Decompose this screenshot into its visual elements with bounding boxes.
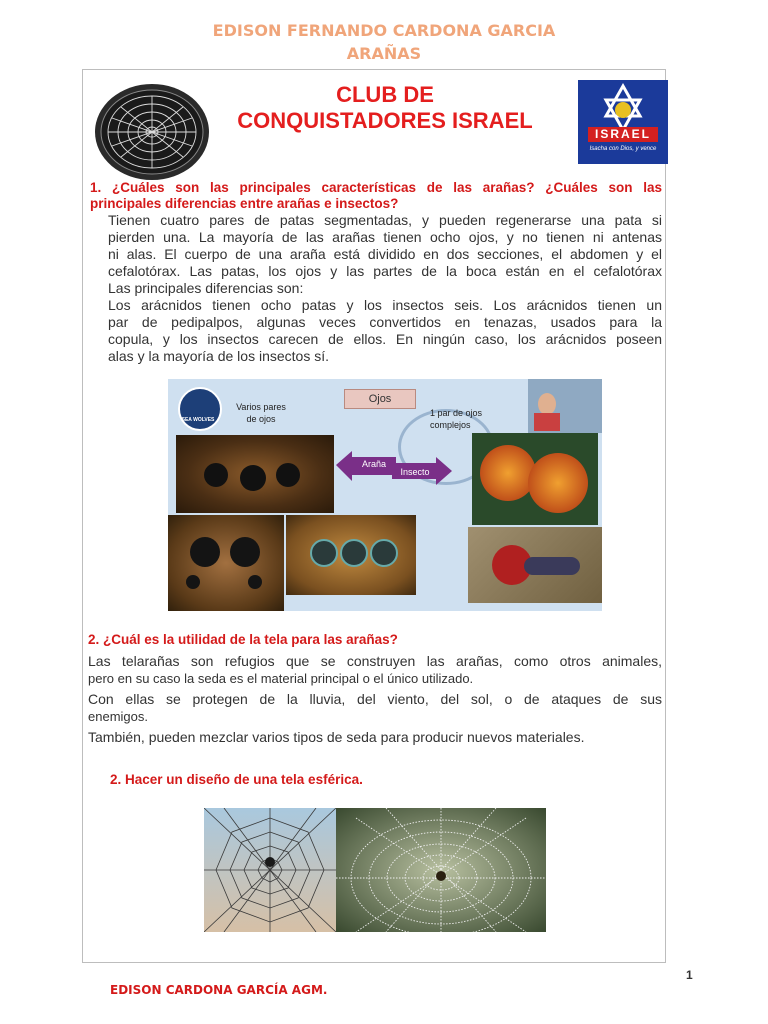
right-caption xyxy=(430,407,520,431)
answer-2-paragraph-1 xyxy=(88,653,662,687)
page-number: 1 xyxy=(686,968,693,982)
club-title xyxy=(200,82,570,134)
question-3: 2. Hacer un diseño de una tela esférica. xyxy=(110,772,363,787)
answer-1-line: Las principales diferencias son: xyxy=(108,280,304,296)
spider-eyes-photo xyxy=(176,435,334,513)
right-caption-line2: complejos xyxy=(430,420,471,430)
answer-2-line: enemigos. xyxy=(88,709,148,724)
answer-1-line: copula, y los insectos carecen de ellos. En ningún caso, los arácnidos poseen xyxy=(108,331,662,347)
spider-webs-photos xyxy=(204,808,546,932)
left-caption-line1: Varios pares xyxy=(236,402,286,412)
israel-logo-motto: Isacha con Dios, y vence xyxy=(589,146,657,152)
question-1-line2: principales diferencias entre arañas e insectos? xyxy=(90,196,399,211)
arrow-spider-label: Araña xyxy=(361,459,387,469)
right-caption-line1: 1 par de ojos xyxy=(430,408,483,418)
answer-2-paragraph-3: También, pueden mezclar varios tipos de seda para producir nuevos materiales. xyxy=(88,729,585,745)
arrow-insect-label: Insecto xyxy=(400,467,430,477)
question-2: 2. ¿Cuál es la utilidad de la tela para las arañas? xyxy=(88,632,398,647)
answer-2-line: pero en su caso la seda es el material principal o el único utilizado. xyxy=(88,671,474,686)
footer-author: EDISON CARDONA GARCÍA AGM. xyxy=(110,983,328,997)
answer-1-line: par de pedipalpos, algunas veces convertidos en tenazas, usados para la xyxy=(108,314,662,330)
eyes-comparison-figure xyxy=(168,379,602,611)
fly-photo xyxy=(468,527,602,603)
document-author-header: EDISON FERNANDO CARDONA GARCIA xyxy=(212,21,556,40)
sea-wolves-badge-icon xyxy=(178,387,222,431)
answer-2-line: Con ellas se protegen de la lluvia, del viento, del sol, o de ataques de sus xyxy=(88,691,662,707)
spider-web-photo-left xyxy=(204,808,336,932)
spider-face-photo xyxy=(168,515,284,611)
israel-logo-text: ISRAEL xyxy=(594,127,651,141)
video-inset xyxy=(528,379,602,433)
spider-web-logo xyxy=(92,81,212,183)
question-1 xyxy=(90,180,662,212)
answer-1-line: ni alas. El cuerpo de una araña está dividido en dos secciones, el abdomen y el xyxy=(108,246,662,262)
answer-1-line: Los arácnidos tienen ocho patas y los insectos seis. Los arácnidos tienen un xyxy=(108,297,662,313)
answer-2-paragraph-2 xyxy=(88,691,662,725)
answer-1-line: pierden una. La mayoría de las arañas tienen ocho ojos, y no tienen ni antenas xyxy=(108,229,662,245)
answer-1-line: cefalotórax. Las patas, los ojos y las partes de la boca están en el cefalotórax xyxy=(108,263,662,279)
answer-1-line: Tienen cuatro pares de patas segmentadas, y pueden regenerarse una pata si xyxy=(108,212,662,228)
club-title-line2: CONQUISTADORES ISRAEL xyxy=(237,108,533,133)
answer-2-line: Las telarañas son refugios que se construyen las arañas, como otros animales, xyxy=(88,653,662,669)
presenter-shirt xyxy=(534,413,560,431)
club-title-line1: CLUB DE xyxy=(336,82,434,107)
fly-eyes-photo xyxy=(472,433,598,525)
answer-1-line: alas y la mayoría de los insectos sí. xyxy=(108,348,329,364)
jumping-spider-photo xyxy=(286,515,416,595)
spider-web-photo-right xyxy=(336,808,546,932)
sea-wolves-badge-text: SEA WOLVES xyxy=(181,417,215,423)
presenter-face xyxy=(538,393,556,415)
document-topic-header: ARAÑAS xyxy=(346,44,422,63)
left-caption xyxy=(224,401,298,425)
left-caption-line2: de ojos xyxy=(246,414,276,424)
eyes-label: Ojos xyxy=(344,389,416,409)
answer-1 xyxy=(108,212,662,365)
question-1-line1: 1. ¿Cuáles son las principales características de las arañas? ¿Cuáles son las xyxy=(90,180,662,195)
israel-club-logo xyxy=(578,80,668,164)
